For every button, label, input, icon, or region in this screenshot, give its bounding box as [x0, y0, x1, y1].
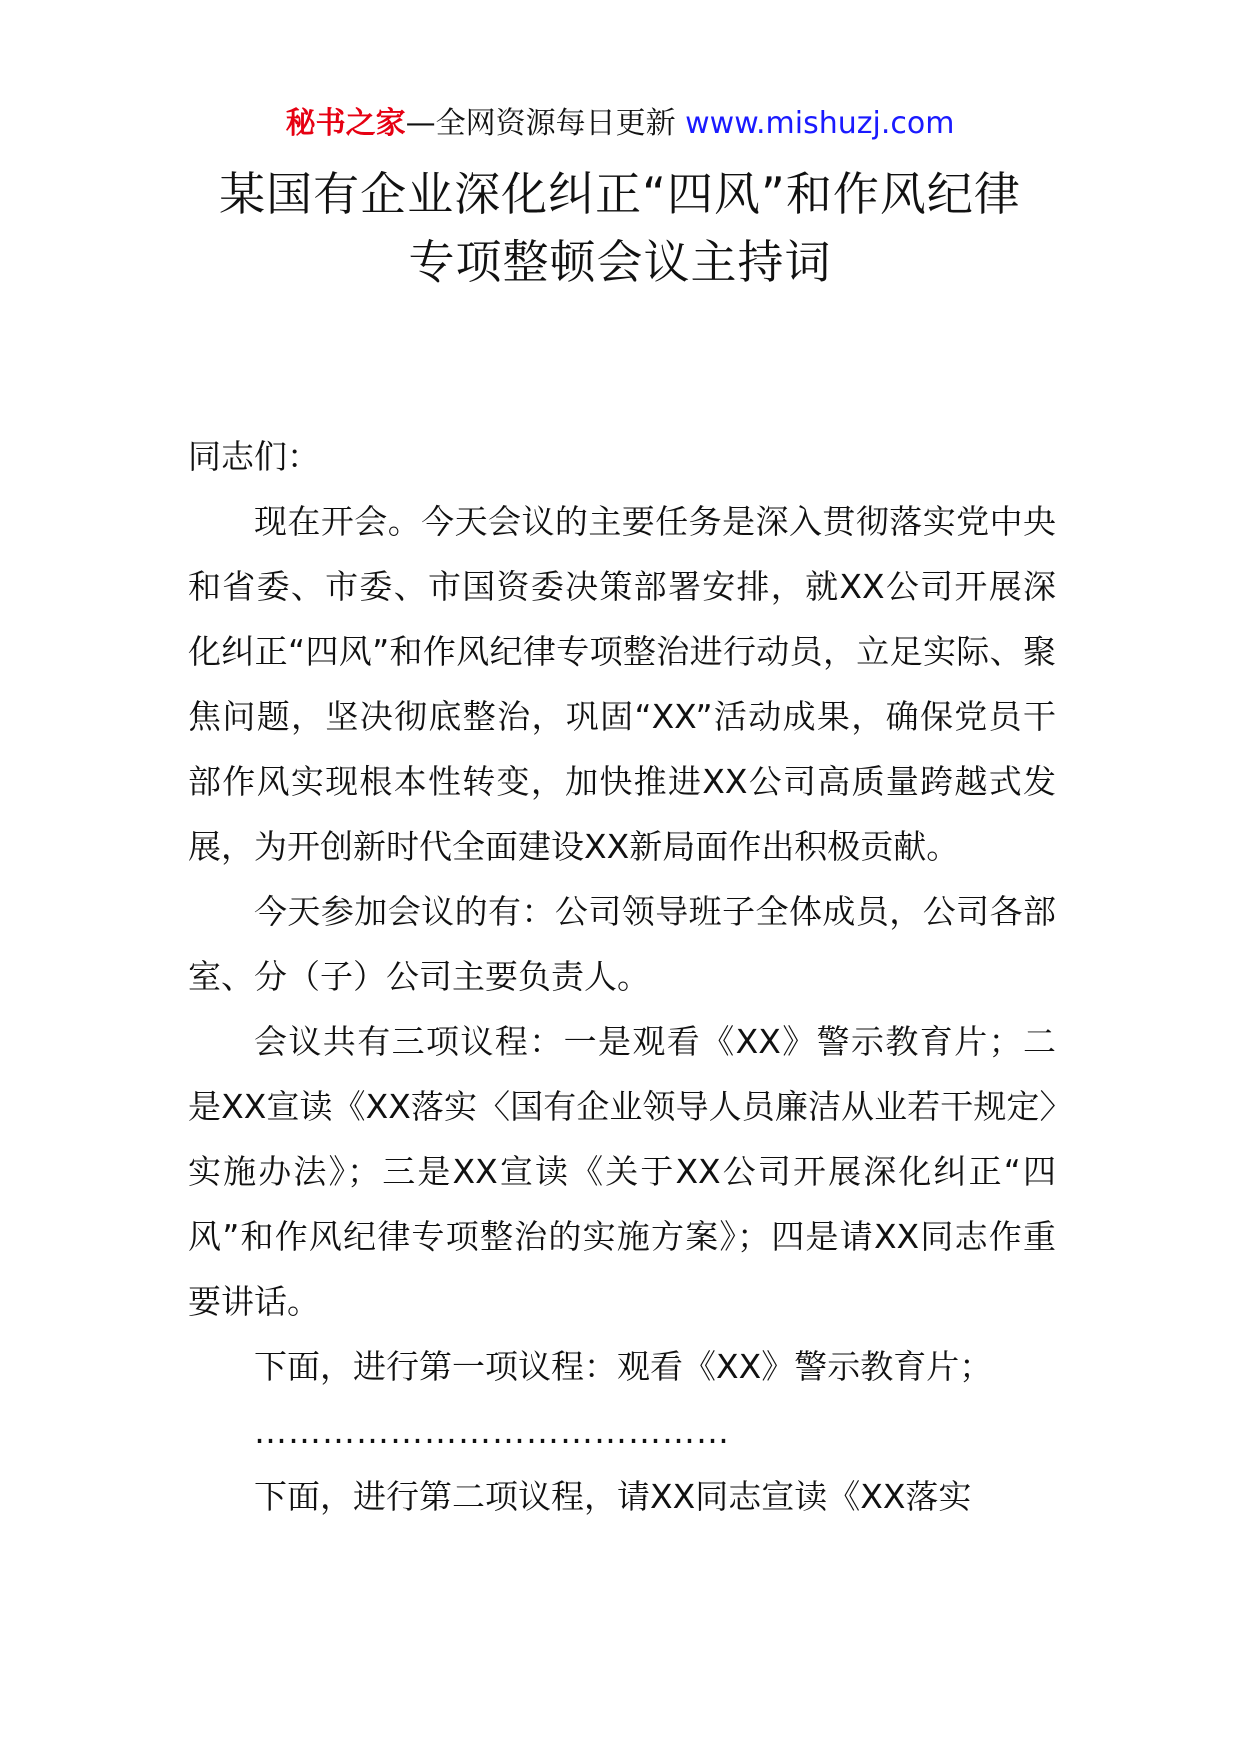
header-tagline: —全网资源每日更新 — [405, 106, 686, 141]
paragraph-first-item: 下面，进行第一项议程：观看《XX》警示教育片； — [254, 1347, 993, 1386]
document-body — [188, 424, 1056, 1529]
title-line-1: 某国有企业深化纠正“四风”和作风纪律 — [219, 167, 1021, 221]
salutation: 同志们： — [188, 437, 320, 476]
brand-name: 秘书之家 — [285, 106, 406, 141]
ellipsis-line: …………………………………… — [254, 1412, 730, 1451]
paragraph-attendees: 今天参加会议的有：公司领导班子全体成员，公司各部室、分（子）公司主要负责人。 — [188, 892, 1056, 996]
document-title — [0, 160, 1240, 296]
site-url-link[interactable]: www.mishuzj.com — [685, 106, 955, 141]
site-header — [0, 102, 1240, 146]
paragraph-second-item: 下面，进行第二项议程，请XX同志宣读《XX落实 — [254, 1477, 972, 1516]
paragraph-opening: 现在开会。今天会议的主要任务是深入贯彻落实党中央和省委、市委、市国资委决策部署安排，就XX公司开展深化纠正“四风”和作风纪律专项整治进行动员，立足实际、聚焦问题，坚决彻底整治，巩固“XX”活动成果，确保党员干部作风实现根本性转变，加快推进XX公司高质量跨越式发展，为开创新时代全面建设XX新局面作出积极贡献。 — [188, 502, 1056, 866]
title-line-2: 专项整顿会议主持词 — [408, 235, 832, 289]
paragraph-agenda: 会议共有三项议程：一是观看《XX》警示教育片；二是XX宣读《XX落实〈国有企业领导人员廉洁从业若干规定〉实施办法》；三是XX宣读《关于XX公司开展深化纠正“四风”和作风纪律专项整治的实施方案》；四是请XX同志作重要讲话。 — [188, 1022, 1056, 1321]
